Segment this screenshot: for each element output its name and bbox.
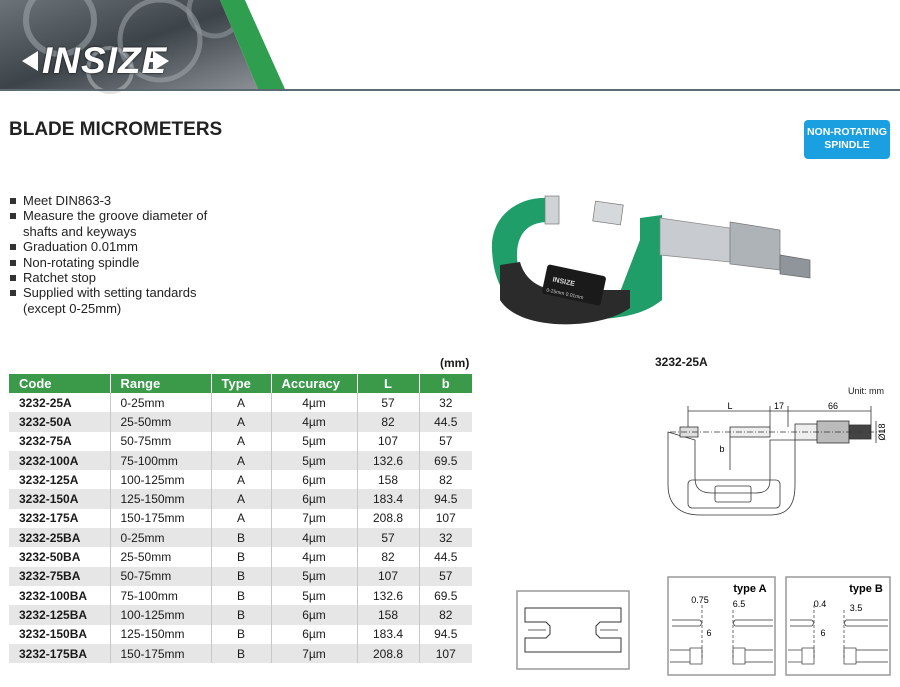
- dim-diameter-label: Ø18: [877, 423, 887, 441]
- cell-code: 3232-75A: [9, 432, 110, 451]
- cell-accuracy: 6µm: [271, 605, 357, 624]
- brand-logo: INSIZE: [42, 40, 168, 81]
- cell-b: 82: [439, 472, 453, 487]
- cell-range: 25-50mm: [110, 547, 211, 566]
- cell-type: A: [211, 470, 271, 489]
- cell-type: B: [211, 528, 271, 547]
- feature-item: Ratchet stop: [10, 270, 210, 285]
- cell-code: 3232-175A: [9, 509, 110, 528]
- cell-accuracy: 4µm: [271, 547, 357, 566]
- type-a-dim-1: 0.75: [691, 595, 709, 605]
- cell-b: 107: [435, 511, 456, 526]
- cell-type: A: [211, 432, 271, 451]
- cell-code: 3232-100BA: [9, 586, 110, 605]
- type-b-dim-3: 6: [820, 628, 826, 638]
- cell-l: 82: [357, 547, 419, 566]
- engraving-brand: INSIZE: [551, 276, 576, 289]
- cell-b: 69.5: [434, 588, 458, 603]
- cell-code: 3232-150BA: [9, 625, 110, 644]
- cell-type: B: [211, 567, 271, 586]
- cell-b: 82: [419, 605, 472, 624]
- cell-l: 82: [357, 412, 419, 431]
- cell-type: B: [211, 625, 271, 644]
- cell-code: 3232-100A: [9, 451, 110, 470]
- cell-b: 94.5: [434, 627, 458, 642]
- type-a-dim-3: 6: [706, 628, 712, 638]
- cell-range: 50-75mm: [110, 567, 211, 586]
- feature-item: Meet DIN863-3: [10, 193, 210, 208]
- header-code: Code: [9, 374, 110, 393]
- feature-item: Measure the groove diameter of shafts and keyways: [10, 208, 210, 239]
- cell-b: 94.5: [419, 489, 472, 508]
- cell-l: 132.6: [357, 451, 419, 470]
- table-unit: (mm): [440, 356, 470, 370]
- cell-l: 57: [357, 393, 419, 412]
- cell-b: 57: [439, 434, 453, 449]
- cell-type: B: [211, 586, 271, 605]
- cell-l: 183.4: [357, 489, 419, 508]
- cell-b: 57: [419, 567, 472, 586]
- cell-code: 3232-75BA: [9, 567, 110, 586]
- cell-type: A: [211, 451, 271, 470]
- cell-type: A: [211, 509, 271, 528]
- type-a-dim-2: 6.5: [732, 599, 746, 609]
- cell-l: 132.6: [357, 586, 419, 605]
- cell-code: 3232-175BA: [9, 644, 110, 663]
- cell-range: 100-125mm: [110, 470, 211, 489]
- cell-range: 125-150mm: [110, 625, 211, 644]
- header-accuracy: Accuracy: [271, 374, 357, 393]
- cell-l: 208.8: [357, 509, 419, 528]
- feature-item: Graduation 0.01mm: [10, 239, 210, 254]
- header-l: L: [357, 374, 419, 393]
- cell-code: 3232-25A: [9, 393, 110, 412]
- cell-accuracy: 7µm: [271, 644, 357, 663]
- cell-type: A: [211, 412, 271, 431]
- cell-accuracy: 5µm: [271, 432, 357, 451]
- cell-range: 75-100mm: [110, 586, 211, 605]
- cell-type: B: [211, 644, 271, 663]
- cell-range: 100-125mm: [110, 605, 211, 624]
- cell-range: 25-50mm: [110, 412, 211, 431]
- cell-type: B: [211, 547, 271, 566]
- cell-b: 44.5: [434, 550, 458, 565]
- type-b-dim-1: 0.4: [813, 599, 827, 609]
- cell-range: 150-175mm: [110, 509, 211, 528]
- cell-code: 3232-50A: [9, 412, 110, 431]
- cell-range: 125-150mm: [110, 489, 211, 508]
- cell-range: 0-25mm: [110, 393, 211, 412]
- cell-l: 158: [357, 605, 419, 624]
- cell-b: 69.5: [419, 451, 472, 470]
- cell-type: B: [211, 605, 271, 624]
- cell-accuracy: 6µm: [271, 489, 357, 508]
- cell-type: A: [211, 489, 271, 508]
- cell-b: 107: [419, 644, 472, 663]
- cell-code: 3232-50BA: [9, 547, 110, 566]
- unit-note: Unit: mm: [848, 386, 884, 396]
- cell-accuracy: 4µm: [271, 412, 357, 431]
- cell-l: 57: [357, 528, 419, 547]
- cell-b: 32: [439, 395, 453, 410]
- cell-l: 107: [357, 567, 419, 586]
- cell-accuracy: 6µm: [271, 625, 357, 644]
- cell-code: 3232-125BA: [9, 605, 110, 624]
- cell-l: 183.4: [357, 625, 419, 644]
- type-b-dim-2: 3.5: [849, 603, 863, 613]
- non-rotating-spindle-badge: NON-ROTATING SPINDLE: [804, 120, 890, 159]
- feature-item: Supplied with setting tandards (except 0-25mm): [10, 285, 210, 316]
- dim-l-label: L: [727, 401, 733, 411]
- product-model-label: 3232-25A: [655, 355, 708, 369]
- cell-type: A: [211, 393, 271, 412]
- cell-range: 75-100mm: [110, 451, 211, 470]
- cell-code: 3232-150A: [9, 489, 110, 508]
- dim-66-label: 66: [827, 401, 839, 411]
- cell-accuracy: 6µm: [271, 470, 357, 489]
- dim-b-label: b: [719, 444, 725, 454]
- cell-code: 3232-125A: [9, 470, 110, 489]
- cell-range: 50-75mm: [110, 432, 211, 451]
- cell-range: 150-175mm: [110, 644, 211, 663]
- cell-l: 208.8: [357, 644, 419, 663]
- cell-accuracy: 7µm: [271, 509, 357, 528]
- page-title: BLADE MICROMETERS: [9, 119, 223, 140]
- header-b: b: [419, 374, 472, 393]
- header-range: Range: [110, 374, 211, 393]
- cell-l: 107: [357, 432, 419, 451]
- cell-accuracy: 5µm: [271, 586, 357, 605]
- header-type: Type: [211, 374, 271, 393]
- cell-b: 44.5: [419, 412, 472, 431]
- cell-l: 158: [357, 470, 419, 489]
- dim-17-label: 17: [773, 401, 785, 411]
- feature-item: Non-rotating spindle: [10, 255, 210, 270]
- cell-accuracy: 4µm: [271, 393, 357, 412]
- cell-range: 0-25mm: [110, 528, 211, 547]
- engraving-spec: 0-25mm 0.01mm: [545, 287, 584, 302]
- cell-accuracy: 5µm: [271, 567, 357, 586]
- cell-accuracy: 4µm: [271, 528, 357, 547]
- type-a-title: type A: [733, 583, 767, 595]
- type-b-title: type B: [849, 583, 883, 595]
- cell-code: 3232-25BA: [9, 528, 110, 547]
- cell-b: 32: [419, 528, 472, 547]
- cell-accuracy: 5µm: [271, 451, 357, 470]
